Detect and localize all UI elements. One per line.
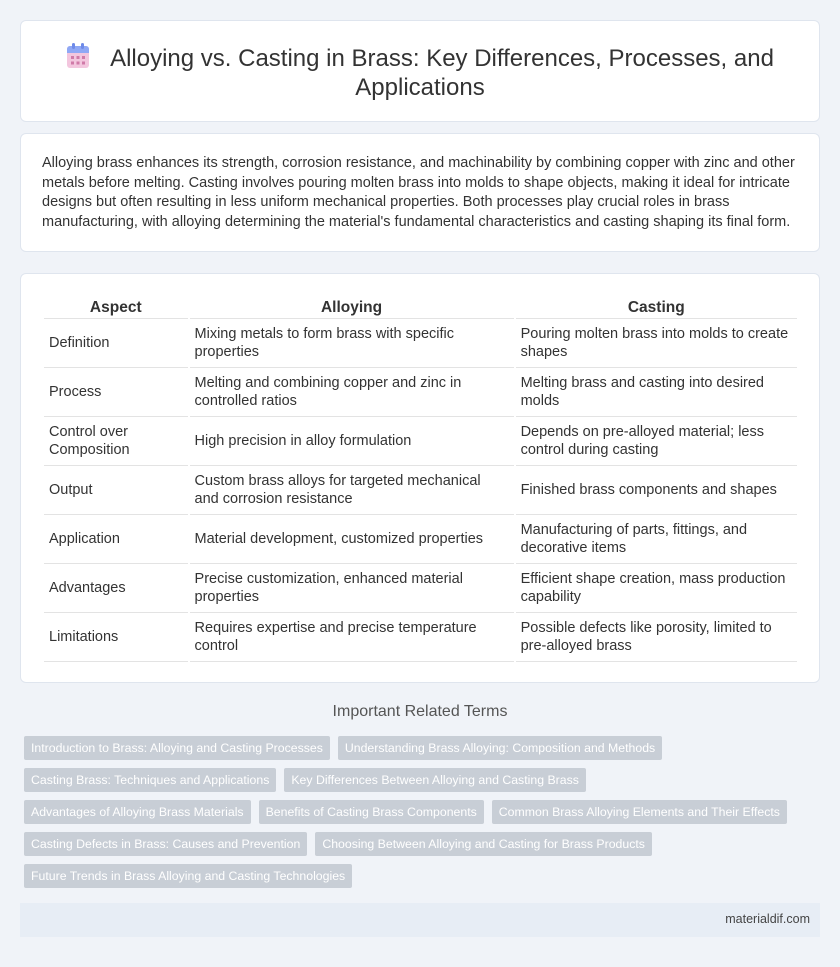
casting-cell: Pouring molten brass into molds to create shapes <box>516 319 797 368</box>
aspect-cell: Definition <box>44 319 188 368</box>
calendar-icon <box>66 43 90 69</box>
page-title <box>21 43 819 102</box>
alloying-cell: Custom brass alloys for targeted mechanical and corrosion resistance <box>190 466 514 515</box>
comparison-table <box>42 294 799 662</box>
title-line-2: Applications <box>355 74 485 101</box>
casting-cell: Manufacturing of parts, fittings, and decorative items <box>516 515 797 564</box>
alloying-cell: Precise customization, enhanced material properties <box>190 564 514 613</box>
aspect-cell: Limitations <box>44 613 188 662</box>
footer-site-link[interactable]: materialdif.com <box>725 912 810 926</box>
related-term-tag[interactable]: Key Differences Between Alloying and Casting Brass <box>284 768 586 792</box>
table-row <box>44 564 797 613</box>
aspect-cell: Output <box>44 466 188 515</box>
table-row <box>44 368 797 417</box>
title-line-1: Alloying vs. Casting in Brass: Key Differences, Processes, and <box>110 45 774 72</box>
related-term-tag[interactable]: Advantages of Alloying Brass Materials <box>24 800 251 824</box>
header-alloying: Alloying <box>190 294 514 319</box>
casting-cell: Possible defects like porosity, limited to pre-alloyed brass <box>516 613 797 662</box>
alloying-cell: Requires expertise and precise temperature control <box>190 613 514 662</box>
related-term-tag[interactable]: Benefits of Casting Brass Components <box>259 800 484 824</box>
table-row <box>44 613 797 662</box>
table-row <box>44 515 797 564</box>
table-header-row <box>44 294 797 319</box>
aspect-cell: Process <box>44 368 188 417</box>
alloying-cell: Mixing metals to form brass with specific properties <box>190 319 514 368</box>
casting-cell: Finished brass components and shapes <box>516 466 797 515</box>
aspect-cell: Advantages <box>44 564 188 613</box>
related-term-tag[interactable]: Casting Defects in Brass: Causes and Prevention <box>24 832 307 856</box>
related-terms-list <box>24 736 814 888</box>
related-term-tag[interactable]: Future Trends in Brass Alloying and Casting Technologies <box>24 864 352 888</box>
related-term-tag[interactable]: Introduction to Brass: Alloying and Casting Processes <box>24 736 330 760</box>
related-term-tag[interactable]: Choosing Between Alloying and Casting for Brass Products <box>315 832 652 856</box>
header-card <box>20 20 820 122</box>
alloying-cell: High precision in alloy formulation <box>190 417 514 466</box>
table-row <box>44 417 797 466</box>
aspect-cell: Control over Composition <box>44 417 188 466</box>
intro-card <box>20 133 820 252</box>
casting-cell: Efficient shape creation, mass production capability <box>516 564 797 613</box>
intro-paragraph: Alloying brass enhances its strength, corrosion resistance, and machinability by combining copper with zinc and other metals before melting. Casting involves pouring molten brass into molds to shape objects, making it ideal for intricate designs but often resulting in less uniform mechanical properties. Both processes play crucial roles in brass manufacturing, with alloying determining the material's fundamental characteristics and casting shaping its final form. <box>42 155 795 230</box>
alloying-cell: Material development, customized properties <box>190 515 514 564</box>
table-row <box>44 466 797 515</box>
related-term-tag[interactable]: Casting Brass: Techniques and Applications <box>24 768 276 792</box>
related-terms-heading: Important Related Terms <box>332 703 508 720</box>
related-term-tag[interactable]: Understanding Brass Alloying: Composition and Methods <box>338 736 662 760</box>
table-row <box>44 319 797 368</box>
alloying-cell: Melting and combining copper and zinc in controlled ratios <box>190 368 514 417</box>
header-casting: Casting <box>516 294 797 319</box>
casting-cell: Melting brass and casting into desired molds <box>516 368 797 417</box>
related-term-tag[interactable]: Common Brass Alloying Elements and Their Effects <box>492 800 787 824</box>
footer <box>20 903 820 937</box>
comparison-card <box>20 273 820 683</box>
aspect-cell: Application <box>44 515 188 564</box>
header-aspect: Aspect <box>44 294 188 319</box>
casting-cell: Depends on pre-alloyed material; less control during casting <box>516 417 797 466</box>
